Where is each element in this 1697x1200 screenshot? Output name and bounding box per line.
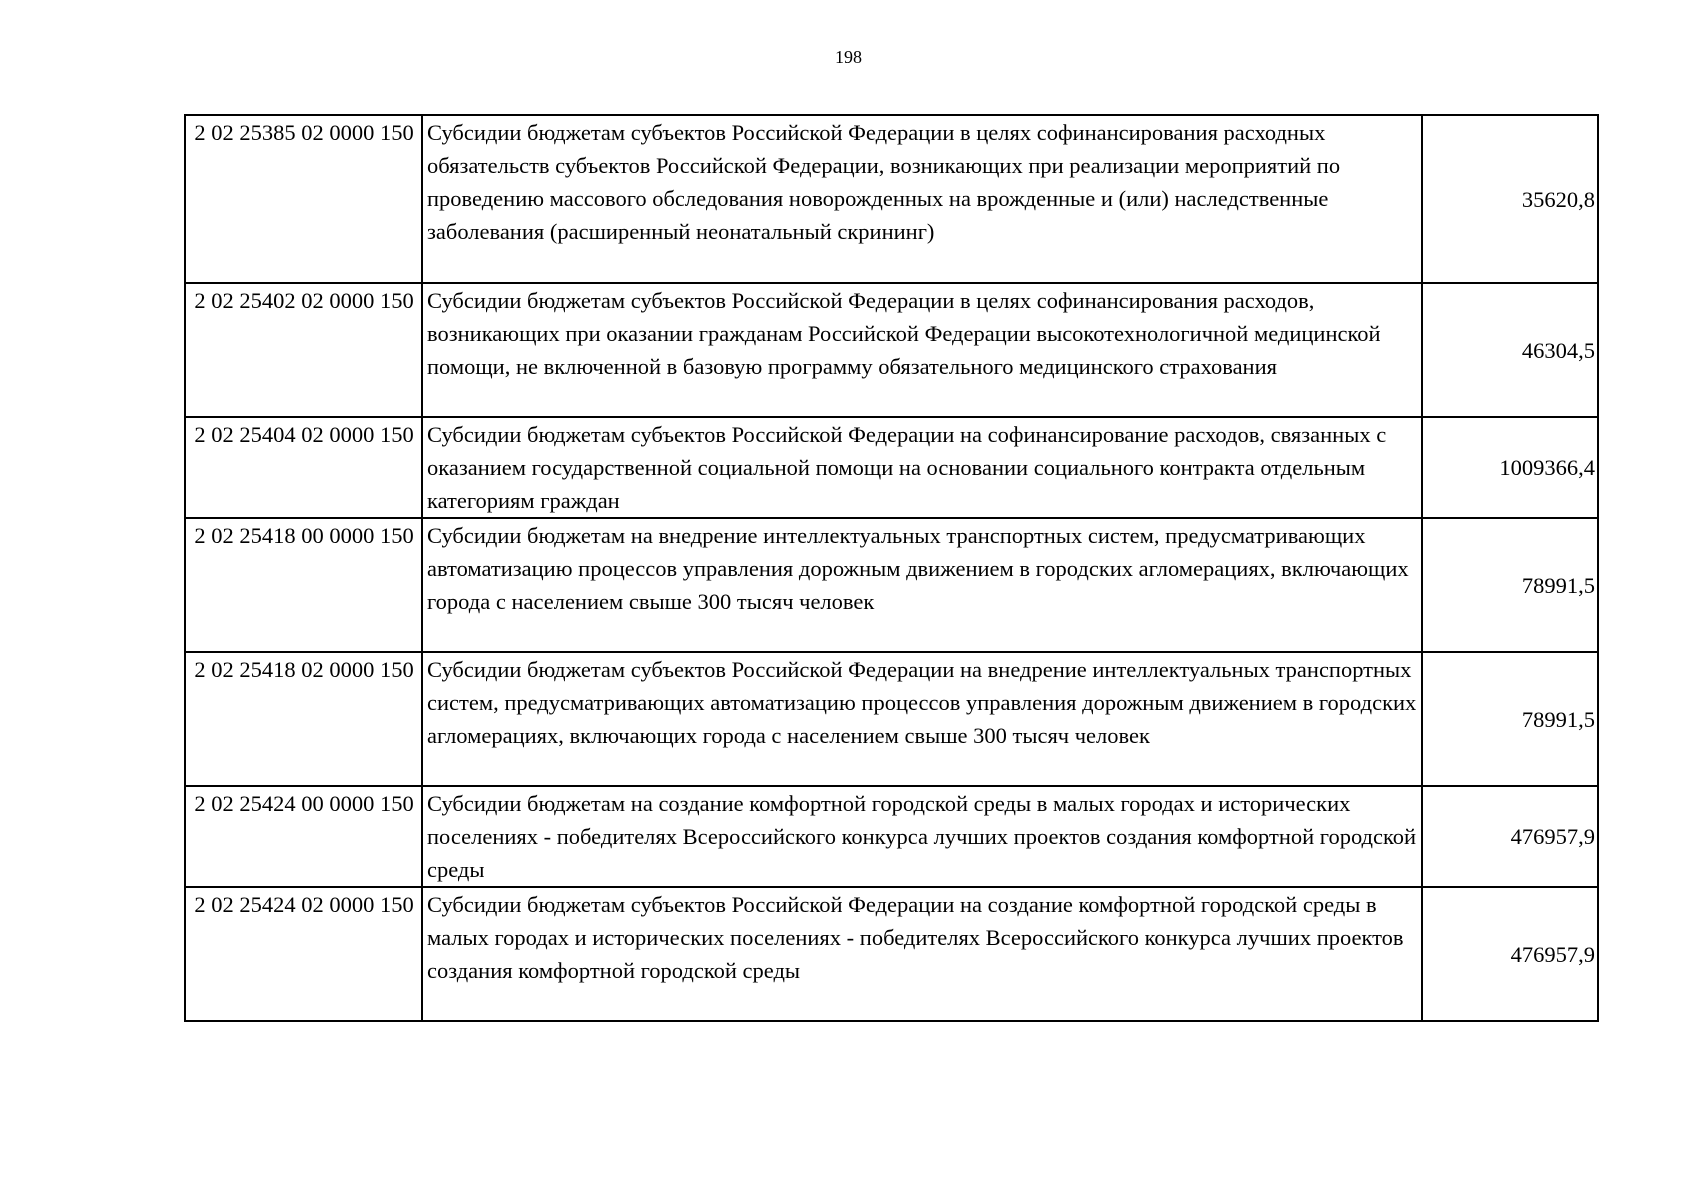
budget-code-cell: 2 02 25404 02 0000 150 xyxy=(185,417,422,518)
budget-code-cell: 2 02 25418 00 0000 150 xyxy=(185,518,422,652)
budget-code-cell: 2 02 25424 00 0000 150 xyxy=(185,786,422,887)
budget-code-cell: 2 02 25402 02 0000 150 xyxy=(185,283,422,417)
description-cell: Субсидии бюджетам на создание комфортной городской среды в малых городах и исторических поселениях - победителях Всероссийского конкурса лучших проектов создания комфортной городской среды xyxy=(422,786,1422,887)
table-row xyxy=(185,518,1598,652)
table-row xyxy=(185,115,1598,283)
budget-code-cell: 2 02 25385 02 0000 150 xyxy=(185,115,422,283)
amount-cell: 78991,5 xyxy=(1422,652,1598,786)
description-cell: Субсидии бюджетам субъектов Российской Федерации в целях софинансирования расходных обязательств субъектов Российской Федерации, возникающих при реализации мероприятий по проведению массового обследования новорожденных на врожденные и (или) наследственные заболевания (расширенный неонатальный скрининг) xyxy=(422,115,1422,283)
budget-code-cell: 2 02 25418 02 0000 150 xyxy=(185,652,422,786)
amount-cell: 46304,5 xyxy=(1422,283,1598,417)
budget-table xyxy=(184,114,1599,1022)
amount-cell: 476957,9 xyxy=(1422,786,1598,887)
description-cell: Субсидии бюджетам субъектов Российской Федерации на внедрение интеллектуальных транспортных систем, предусматривающих автоматизацию процессов управления дорожным движением в городских агломерациях, включающих города с населением свыше 300 тысяч человек xyxy=(422,652,1422,786)
budget-code-cell: 2 02 25424 02 0000 150 xyxy=(185,887,422,1021)
table-row xyxy=(185,652,1598,786)
table-row xyxy=(185,417,1598,518)
amount-cell: 35620,8 xyxy=(1422,115,1598,283)
table-row xyxy=(185,786,1598,887)
amount-cell: 476957,9 xyxy=(1422,887,1598,1021)
description-cell: Субсидии бюджетам на внедрение интеллектуальных транспортных систем, предусматривающих автоматизацию процессов управления дорожным движением в городских агломерациях, включающих города с населением свыше 300 тысяч человек xyxy=(422,518,1422,652)
amount-cell: 1009366,4 xyxy=(1422,417,1598,518)
description-cell: Субсидии бюджетам субъектов Российской Федерации на создание комфортной городской среды в малых городах и исторических поселениях - победителях Всероссийского конкурса лучших проектов создания комфортной городской среды xyxy=(422,887,1422,1021)
description-cell: Субсидии бюджетам субъектов Российской Федерации на софинансирование расходов, связанных с оказанием государственной социальной помощи на основании социального контракта отдельным категориям граждан xyxy=(422,417,1422,518)
description-cell: Субсидии бюджетам субъектов Российской Федерации в целях софинансирования расходов, возникающих при оказании гражданам Российской Федерации высокотехнологичной медицинской помощи, не включенной в базовую программу обязательного медицинского страхования xyxy=(422,283,1422,417)
amount-cell: 78991,5 xyxy=(1422,518,1598,652)
table-row xyxy=(185,887,1598,1021)
table-row xyxy=(185,283,1598,417)
page-number: 198 xyxy=(835,47,862,67)
